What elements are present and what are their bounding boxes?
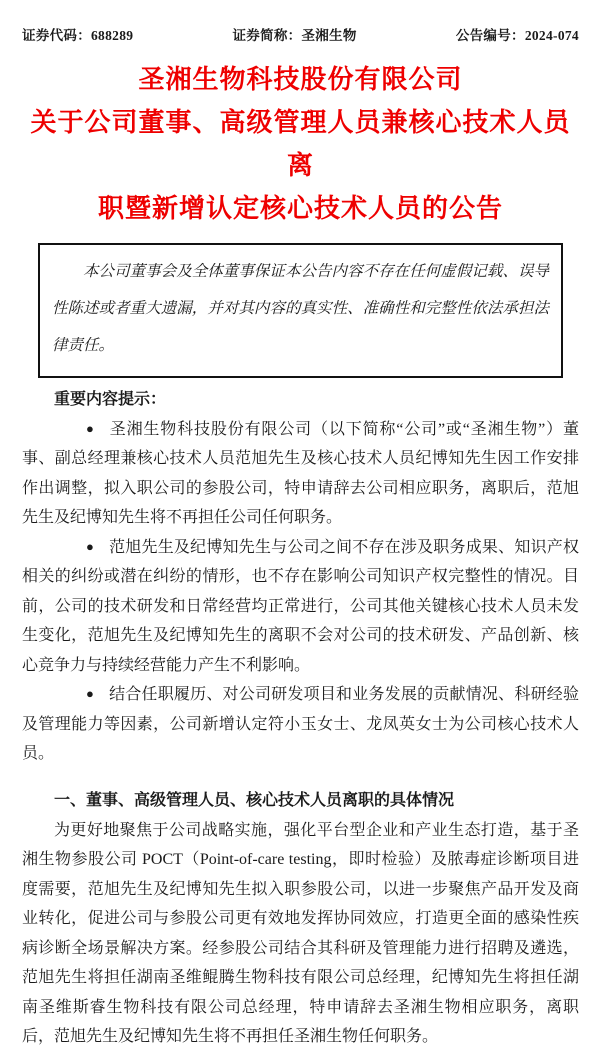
board-statement-text: 本公司董事会及全体董事保证本公告内容不存在任何虚假记载、误导性陈述或者重大遗漏，并对其内容的真实性、准确性和完整性依法承担法律责任。 <box>52 263 549 354</box>
bullet-dot-icon: ● <box>86 538 94 554</box>
section-one-paragraph: 为更好地聚焦于公司战略实施，强化平台型企业和产业生态打造，基于圣湘生物参股公司 POCT（Point-of-care testing，即时检验）及脓毒症诊断项目进度需要，范旭先生及纪博知先生拟入职参股公司，以进一步聚焦产品开发及商业转化，促进公司与参股公司更有效地发挥协同效应，打造更全面的感染性疾病诊断全场景解决方案。经参股公司结合其科研及管理能力进行招聘及遴选，范旭先生将担任湖南圣维鲲腾生物科技有限公司总经理，纪博知先生将担任湖南圣维斯睿生物科技有限公司总经理，特申请辞去圣湘生物相应职务，离职后，范旭先生及纪博知先生将不再担任圣湘生物任何职务。 <box>22 821 579 1045</box>
board-statement-box <box>38 243 563 378</box>
stock-short-name: 证券简称：圣湘生物 <box>232 28 357 43</box>
page-title <box>22 58 579 230</box>
bullet-dot-icon: ● <box>86 420 94 436</box>
title-line-subject-2: 职暨新增认定核心技术人员的公告 <box>97 193 503 223</box>
document-header <box>22 24 579 44</box>
bullet-dot-icon: ● <box>86 686 94 701</box>
note-bullet-resignation-text: 圣湘生物科技股份有限公司（以下简称“公司”或“圣湘生物”）董事、副总经理兼核心技术人员范旭先生及核心技术人员纪博知先生因工作安排作出调整，拟入职公司的参股公司，特申请辞去公司相应职务，离职后，范旭先生及纪博知先生将不再担任公司任何职务。 <box>22 420 579 526</box>
announcement-number: 公告编号：2024-074 <box>455 28 579 43</box>
important-notes-section <box>22 385 579 769</box>
note-bullet-new-appointment-text: 结合任职履历、对公司研发项目和业务发展的贡献情况、科研经验及管理能力等因素，公司新增认定符小玉女士、龙凤英女士为公司核心技术人员。 <box>22 686 579 762</box>
section-one-heading: 一、董事、高级管理人员、核心技术人员离职的具体情况 <box>54 791 455 809</box>
title-line-subject-1: 关于公司董事、高级管理人员兼核心技术人员离 <box>30 107 571 180</box>
note-bullet-new-appointment <box>22 680 579 769</box>
title-line-company: 圣湘生物科技股份有限公司 <box>138 64 463 94</box>
stock-code: 证券代码：688289 <box>22 28 134 43</box>
important-notes-heading: 重要内容提示： <box>54 391 167 408</box>
note-bullet-no-dispute <box>22 533 579 681</box>
note-bullet-no-dispute-text: 范旭先生及纪博知先生与公司之间不存在涉及职务成果、知识产权相关的纠纷或潜在纠纷的情形，也不存在影响公司知识产权完整性的情况。目前，公司的技术研发和日常经营均正常进行，公司其他关键核心技术人员未发生变化，范旭先生及纪博知先生的离职不会对公司的技术研发、产品创新、核心竞争力与持续经营能力产生不利影响。 <box>22 538 579 674</box>
note-bullet-resignation <box>22 415 579 533</box>
